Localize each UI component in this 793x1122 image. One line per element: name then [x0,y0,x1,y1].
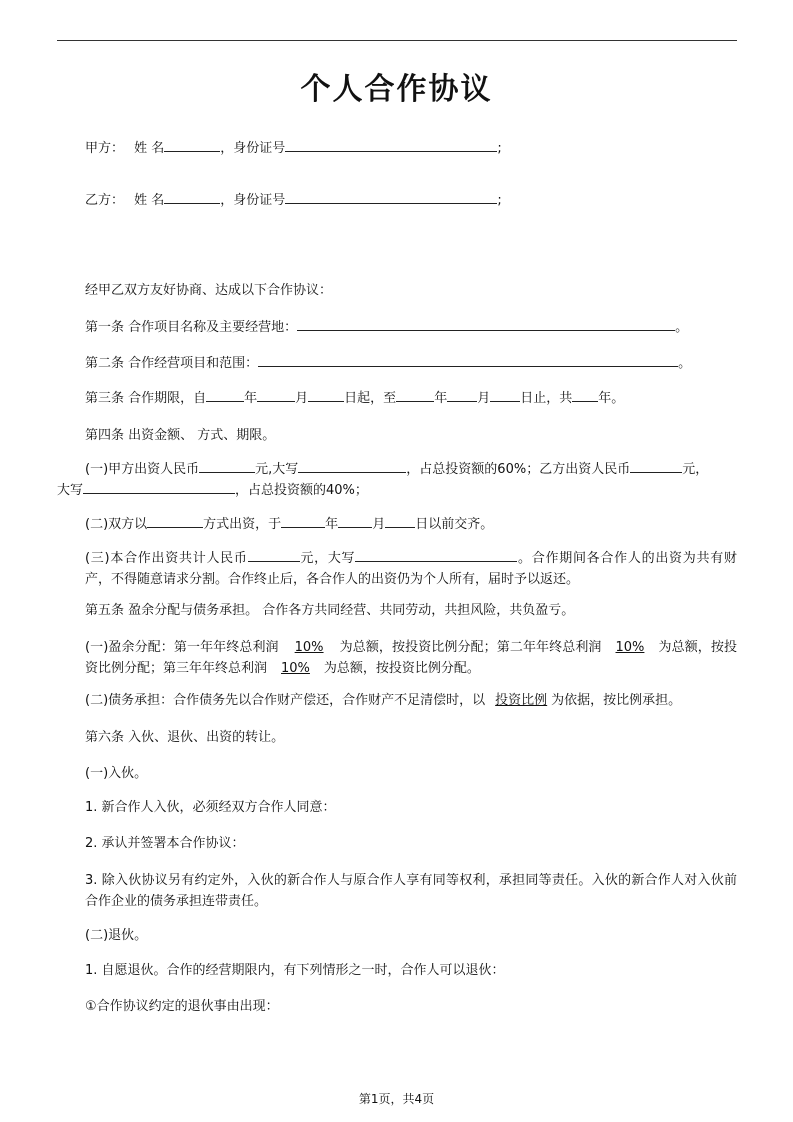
p52-b: 为依据，按比例承担。 [551,693,682,708]
p42-m: 月 [372,517,386,532]
party-b-name-blank[interactable] [164,190,220,204]
party-b-name-label: 姓 名 [134,193,165,208]
party-a-label: 甲方： [85,141,125,156]
article-4: 第四条 出资金额、 方式、期限。 [85,428,276,443]
paragraph-5-2 [85,692,681,709]
article-5: 第五条 盈余分配与债务承担。 合作各方共同经营、共同劳动，共担风险，共负盈亏。 [85,603,575,618]
a-amount-blank[interactable] [199,459,255,473]
page-footer: 第1页，共4页 [358,1092,435,1106]
p41-f: ，占总投资额的40%； [235,483,368,498]
start-year-label: 年 [244,391,258,406]
total-amount-words-blank[interactable] [355,548,517,562]
p51-b: 为总额，按投资比例分配；第二年年终总利润 [339,640,602,655]
start-year-blank[interactable] [206,388,244,402]
end-month-label: 月 [477,391,491,406]
article-6: 第六条 入伙、退伙、出资的转让。 [85,730,285,745]
party-b-id-blank[interactable] [285,190,497,204]
party-a-line [85,138,502,157]
article-3 [85,388,624,407]
p52-a: (二)债务承担：合作债务先以合作财产偿还，合作财产不足清偿时，以 [85,693,486,708]
paragraph-4-3 [57,548,737,590]
article-2-end: 。 [678,356,692,371]
total-amount-blank[interactable] [248,548,300,562]
paragraph-4-2 [85,514,493,533]
end-day-label: 日止，共 [520,391,573,406]
paragraph-4-1 [57,459,737,501]
pay-year-blank[interactable] [281,514,325,528]
p51-d: 为总额，按投资比例分配。 [323,661,480,676]
p43-b: 元，大写 [299,551,356,566]
article-1-text: 第一条 合作项目名称及主要经营地： [85,320,298,335]
p42-a: (二)双方以 [85,517,148,532]
pay-month-blank[interactable] [338,514,372,528]
admission-item-3-text: 3. 除入伙协议另有约定外，入伙的新合作人与原合作人享有同等权利，承担同等责任。入伙的新合作人对入伙前合作企业的债务承担连带责任。 [85,873,737,909]
article-3-head: 第三条 合作期限，自 [85,391,207,406]
p51-c: 为总额，按投资比例分配；第三年年终总利润 [85,640,737,676]
party-a-id-blank[interactable] [285,138,497,152]
b-amount-blank[interactable] [630,459,682,473]
admission-item-3 [57,870,737,912]
end-year-label: 年 [434,391,448,406]
profit-year-2[interactable]: 10% [615,640,645,655]
p42-c: 日以前交齐。 [415,517,494,532]
article-1-blank[interactable] [297,317,675,331]
a-amount-words-blank[interactable] [298,459,406,473]
article-1-end: 。 [675,320,689,335]
party-b-id-label: ，身份证号 [220,193,286,208]
debt-basis[interactable]: 投资比例 [495,693,548,708]
article-2 [85,353,691,372]
party-a-end: ; [497,141,502,156]
p41-d: 元， [682,462,709,477]
section-withdrawal: (二)退伙。 [85,928,148,943]
party-b-end: ; [497,193,502,208]
p41-b: 元,大写 [255,462,299,477]
pay-day-blank[interactable] [385,514,415,528]
method-blank[interactable] [147,514,203,528]
party-a-name-label: 姓 名 [134,141,165,156]
profit-year-1[interactable]: 10% [294,640,324,655]
start-month-blank[interactable] [257,388,295,402]
party-b-label: 乙方： [85,193,125,208]
b-amount-words-blank[interactable] [83,480,235,494]
end-year-blank[interactable] [396,388,434,402]
article-1 [85,317,688,336]
paragraph-5-1 [57,637,737,679]
party-a-id-label: ，身份证号 [220,141,286,156]
party-a-name-blank[interactable] [164,138,220,152]
article-2-blank[interactable] [258,353,678,367]
withdrawal-item-1a: ①合作协议约定的退伙事由出现： [85,999,279,1014]
admission-item-2: 2. 承认并签署本合作协议： [85,836,245,851]
withdrawal-item-1: 1. 自愿退伙。合作的经营期限内，有下列情形之一时，合作人可以退伙： [85,963,505,978]
end-month-blank[interactable] [447,388,477,402]
p41-e: 大写 [57,483,84,498]
profit-year-3[interactable]: 10% [281,661,310,676]
start-day-blank[interactable] [308,388,344,402]
section-admission: (一)入伙。 [85,766,148,781]
p42-b: 方式出资，于 [203,517,282,532]
document-title: 个人合作协议 [300,72,493,107]
admission-item-1: 1. 新合作人入伙，必须经双方合作人同意： [85,800,336,815]
article-3-end: 年。 [598,391,625,406]
term-years-blank[interactable] [572,388,598,402]
end-day-blank[interactable] [490,388,520,402]
p51-a: (一)盈余分配：第一年年终总利润 [85,640,279,655]
p41-a: (一)甲方出资人民币 [85,462,200,477]
article-2-text: 第二条 合作经营项目和范围： [85,356,259,371]
p43-c: 。合作期间各合作人的出资为共有财产，不得随意请求分割。合作终止后，各合作人的出资仍为个人所有，届时予以返还。 [85,551,737,587]
header-rule [57,40,737,41]
p41-c: ，占总投资额的60%；乙方出资人民币 [406,462,631,477]
start-month-label: 月 [295,391,309,406]
intro-text: 经甲乙双方友好协商、达成以下合作协议： [85,283,333,298]
start-day-label: 日起，至 [344,391,397,406]
party-b-line [85,190,502,209]
p42-y: 年 [325,517,339,532]
p43-a: (三)本合作出资共计人民币 [85,551,248,566]
